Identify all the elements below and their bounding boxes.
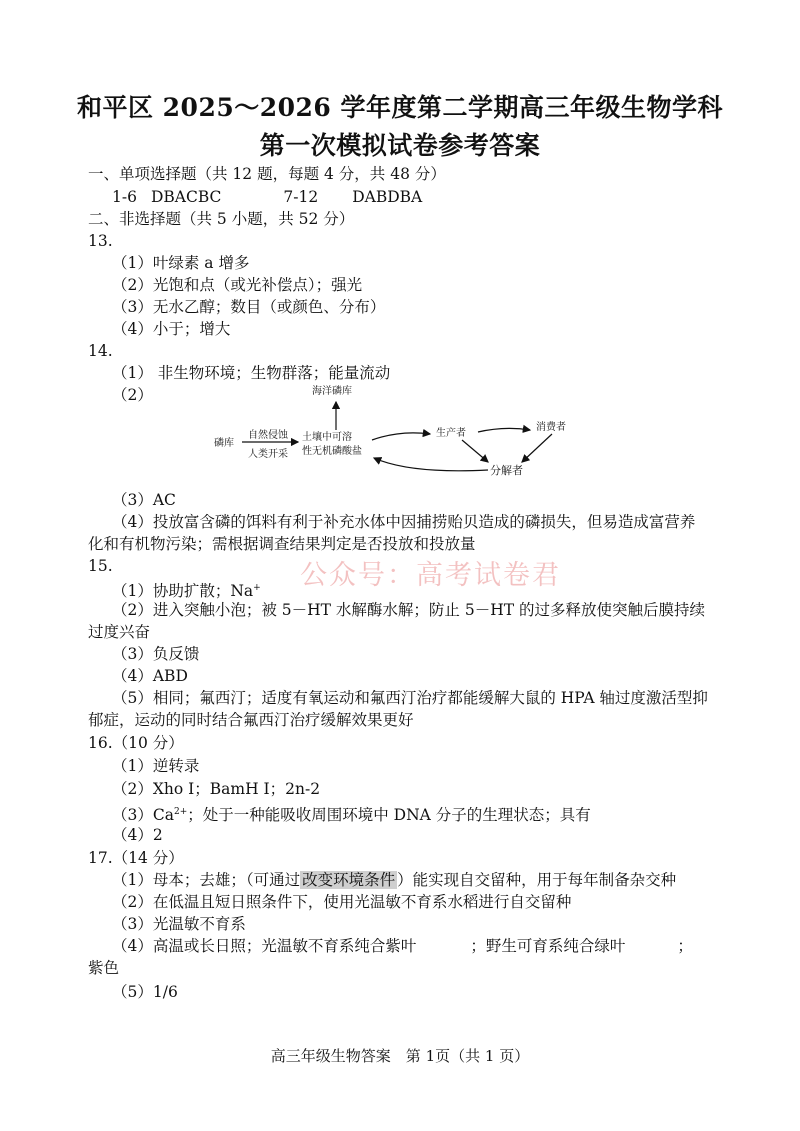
choice-answers-1: DBACBC bbox=[150, 188, 222, 206]
arrow-decomposer-to-soil bbox=[374, 458, 488, 471]
q16-answer-3-sup: 2+ bbox=[173, 807, 188, 817]
diagram-ocean-store: 海洋磷库 bbox=[312, 386, 352, 397]
q14-answer-3: （3）AC bbox=[112, 491, 176, 509]
q16-answer-3-text: （3）Ca bbox=[112, 806, 174, 825]
q15-answer-1-sup: + bbox=[253, 583, 261, 593]
page-title: 和平区 2025～2026 学年度第二学期高三年级生物学科 bbox=[76, 93, 724, 122]
q14-answer-2-label: （2） bbox=[112, 386, 153, 404]
q16-answer-1: （1）逆转录 bbox=[112, 757, 200, 775]
q17-answer-1 bbox=[112, 870, 676, 890]
diagram-soil-phosphate-line1: 土壤中可溶 bbox=[302, 432, 352, 443]
q15-answer-3: （3）负反馈 bbox=[112, 645, 200, 663]
q17-answer-4-part3: ； bbox=[677, 937, 693, 955]
diagram-soil-phosphate-line2: 性无机磷酸盐 bbox=[302, 446, 362, 457]
q16-answer-2: （2）Xho Ⅰ；BamH Ⅰ；2n-2 bbox=[112, 780, 321, 798]
q17-number: 17.（14 分） bbox=[88, 849, 184, 867]
q16-answer-3-rest: ；处于一种能吸收周围环境中 DNA 分子的生理状态；具有 bbox=[187, 806, 591, 825]
q17-answer-1-text: （1）母本；去雄；（可通过 bbox=[112, 871, 301, 889]
q17-answer-3: （3）光温敏不育系 bbox=[112, 915, 246, 933]
diagram-mining: 人类开采 bbox=[248, 449, 288, 460]
diagram-consumer: 消费者 bbox=[536, 422, 566, 433]
page-footer: 高三年级生物答案 第 1页（共 1 页） bbox=[270, 1047, 530, 1065]
q15-answer-1-text: （1）协助扩散；Na bbox=[112, 582, 254, 601]
q13-number: 13. bbox=[88, 232, 113, 250]
q17-answer-1-rest: ）能实现自交留种，用于每年制备杂交种 bbox=[397, 871, 677, 889]
page-subtitle: 第一次模拟试卷参考答案 bbox=[259, 131, 541, 160]
section2-heading: 二、非选择题（共 5 小题，共 52 分） bbox=[88, 210, 355, 228]
diagram-phosphorus-store: 磷库 bbox=[214, 438, 234, 449]
arrow-producer-to-decomposer bbox=[462, 440, 488, 462]
q15-answer-2-line1: （2）进入突触小泡；被 5－HT 水解酶水解；防止 5－HT 的过多释放使突触后膜持续 bbox=[112, 601, 706, 619]
q17-answer-4-line2: 紫色 bbox=[88, 959, 120, 977]
q13-answer-2: （2）光饱和点（或光补偿点）；强光 bbox=[112, 276, 363, 294]
section1-heading: 一、单项选择题（共 12 题，每题 4 分，共 48 分） bbox=[88, 165, 446, 183]
q13-answer-4: （4）小于；增大 bbox=[112, 320, 231, 338]
choice-answers-row bbox=[112, 187, 422, 207]
choice-range-1: 1-6 bbox=[112, 188, 137, 206]
arrow-consumer-to-decomposer bbox=[522, 434, 552, 462]
q16-answer-3 bbox=[112, 802, 591, 825]
diagram-weathering: 自然侵蚀 bbox=[248, 430, 288, 441]
q17-answer-1-highlight: 改变环境条件 bbox=[302, 871, 396, 889]
arrow-producer-to-consumer bbox=[478, 428, 530, 432]
q14-number: 14. bbox=[88, 342, 113, 360]
q13-answer-1: （1）叶绿素 a 增多 bbox=[112, 254, 250, 272]
q15-answer-2-line2: 过度兴奋 bbox=[88, 623, 151, 641]
q16-number: 16.（10 分） bbox=[88, 734, 184, 752]
choice-answers-2: DABDBA bbox=[352, 188, 423, 206]
arrow-soil-to-producer bbox=[372, 433, 430, 440]
q17-answer-5: （5）1/6 bbox=[112, 983, 178, 1001]
q15-answer-4: （4）ABD bbox=[112, 667, 188, 685]
q17-answer-2: （2）在低温且短日照条件下，使用光温敏不育系水稻进行自交留种 bbox=[112, 893, 572, 911]
q17-answer-4-part2: ；野生可育系纯合绿叶 bbox=[470, 937, 626, 955]
q17-answer-4 bbox=[112, 936, 693, 956]
watermark: 公众号：高考试卷君 bbox=[300, 560, 561, 591]
q14-answer-1: （1） 非生物环境；生物群落；能量流动 bbox=[112, 364, 391, 382]
q14-answer-4-line1: （4）投放富含磷的饵料有利于补充水体中因捕捞贻贝造成的磷损失，但易造成富营养 bbox=[112, 513, 696, 531]
q15-answer-5-line2: 郁症，运动的同时结合氟西汀治疗缓解效果更好 bbox=[88, 711, 414, 729]
q14-answer-4-line2: 化和有机物污染；需根据调查结果判定是否投放和投放量 bbox=[88, 535, 476, 553]
phosphorus-cycle-diagram bbox=[200, 378, 620, 488]
choice-range-2: 7-12 bbox=[283, 188, 319, 206]
q13-answer-3: （3）无水乙醇；数目（或颜色、分布） bbox=[112, 298, 386, 316]
q16-answer-4: （4）2 bbox=[112, 826, 163, 844]
diagram-producer: 生产者 bbox=[436, 428, 466, 439]
q17-answer-4-part1: （4）高温或长日照；光温敏不育系纯合紫叶 bbox=[112, 937, 417, 955]
q15-number: 15. bbox=[88, 557, 113, 575]
q15-answer-5-line1: （5）相同；氟西汀；适度有氧运动和氟西汀治疗都能缓解大鼠的 HPA 轴过度激活型抑 bbox=[112, 689, 708, 707]
diagram-decomposer: 分解者 bbox=[490, 464, 523, 477]
q15-answer-1 bbox=[112, 578, 261, 601]
